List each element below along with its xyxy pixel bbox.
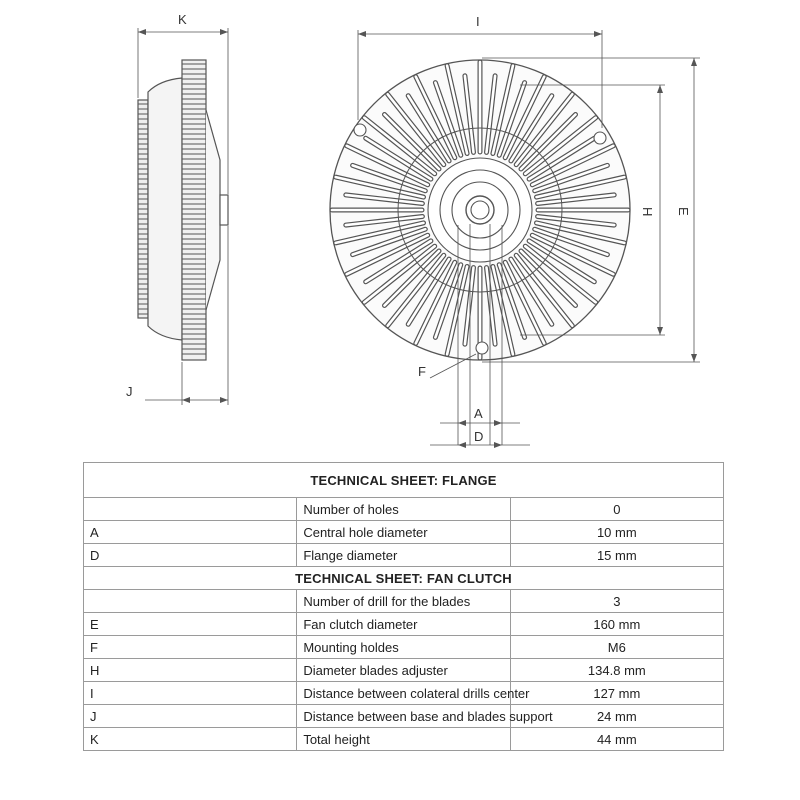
row-code <box>84 590 297 613</box>
row-code: K <box>84 728 297 751</box>
row-label: Flange diameter <box>297 544 510 567</box>
row-value: 3 <box>510 590 723 613</box>
table-row <box>84 705 724 728</box>
fan-clutch-header-row <box>84 567 724 590</box>
row-value: 160 mm <box>510 613 723 636</box>
row-label: Fan clutch diameter <box>297 613 510 636</box>
front-view <box>330 30 700 448</box>
row-code: E <box>84 613 297 636</box>
fan-clutch-title: TECHNICAL SHEET: FAN CLUTCH <box>84 567 724 590</box>
table-row <box>84 544 724 567</box>
row-label: Number of holes <box>297 498 510 521</box>
table-row <box>84 498 724 521</box>
row-value: 127 mm <box>510 682 723 705</box>
table-row <box>84 521 724 544</box>
row-value: 0 <box>510 498 723 521</box>
dim-label-j: J <box>126 384 133 399</box>
row-value: 44 mm <box>510 728 723 751</box>
row-code: J <box>84 705 297 728</box>
row-code: F <box>84 636 297 659</box>
dim-label-a: A <box>474 406 483 421</box>
table-row <box>84 728 724 751</box>
row-code: D <box>84 544 297 567</box>
row-value: 10 mm <box>510 521 723 544</box>
row-label: Diameter blades adjuster <box>297 659 510 682</box>
row-value: 134.8 mm <box>510 659 723 682</box>
row-label: Mounting holdes <box>297 636 510 659</box>
row-label: Distance between colateral drills center <box>297 682 510 705</box>
dim-label-f: F <box>418 364 426 379</box>
dim-label-h: H <box>640 207 655 217</box>
table-row <box>84 682 724 705</box>
table-row <box>84 659 724 682</box>
row-label: Distance between base and blades support <box>297 705 510 728</box>
row-code: I <box>84 682 297 705</box>
row-code <box>84 498 297 521</box>
table-row <box>84 613 724 636</box>
flange-title: TECHNICAL SHEET: FLANGE <box>84 463 724 498</box>
dim-label-e: E <box>676 207 691 216</box>
row-label: Total height <box>297 728 510 751</box>
row-code: H <box>84 659 297 682</box>
table-row <box>84 636 724 659</box>
dim-label-k: K <box>178 12 187 27</box>
row-label: Number of drill for the blades <box>297 590 510 613</box>
spec-table <box>83 462 724 751</box>
row-code: A <box>84 521 297 544</box>
row-label: Central hole diameter <box>297 521 510 544</box>
row-value: 24 mm <box>510 705 723 728</box>
row-value: M6 <box>510 636 723 659</box>
flange-header-row <box>84 463 724 498</box>
row-value: 15 mm <box>510 544 723 567</box>
dim-label-d: D <box>474 429 484 444</box>
side-view <box>138 28 228 405</box>
dim-label-i: I <box>476 14 480 29</box>
table-row <box>84 590 724 613</box>
